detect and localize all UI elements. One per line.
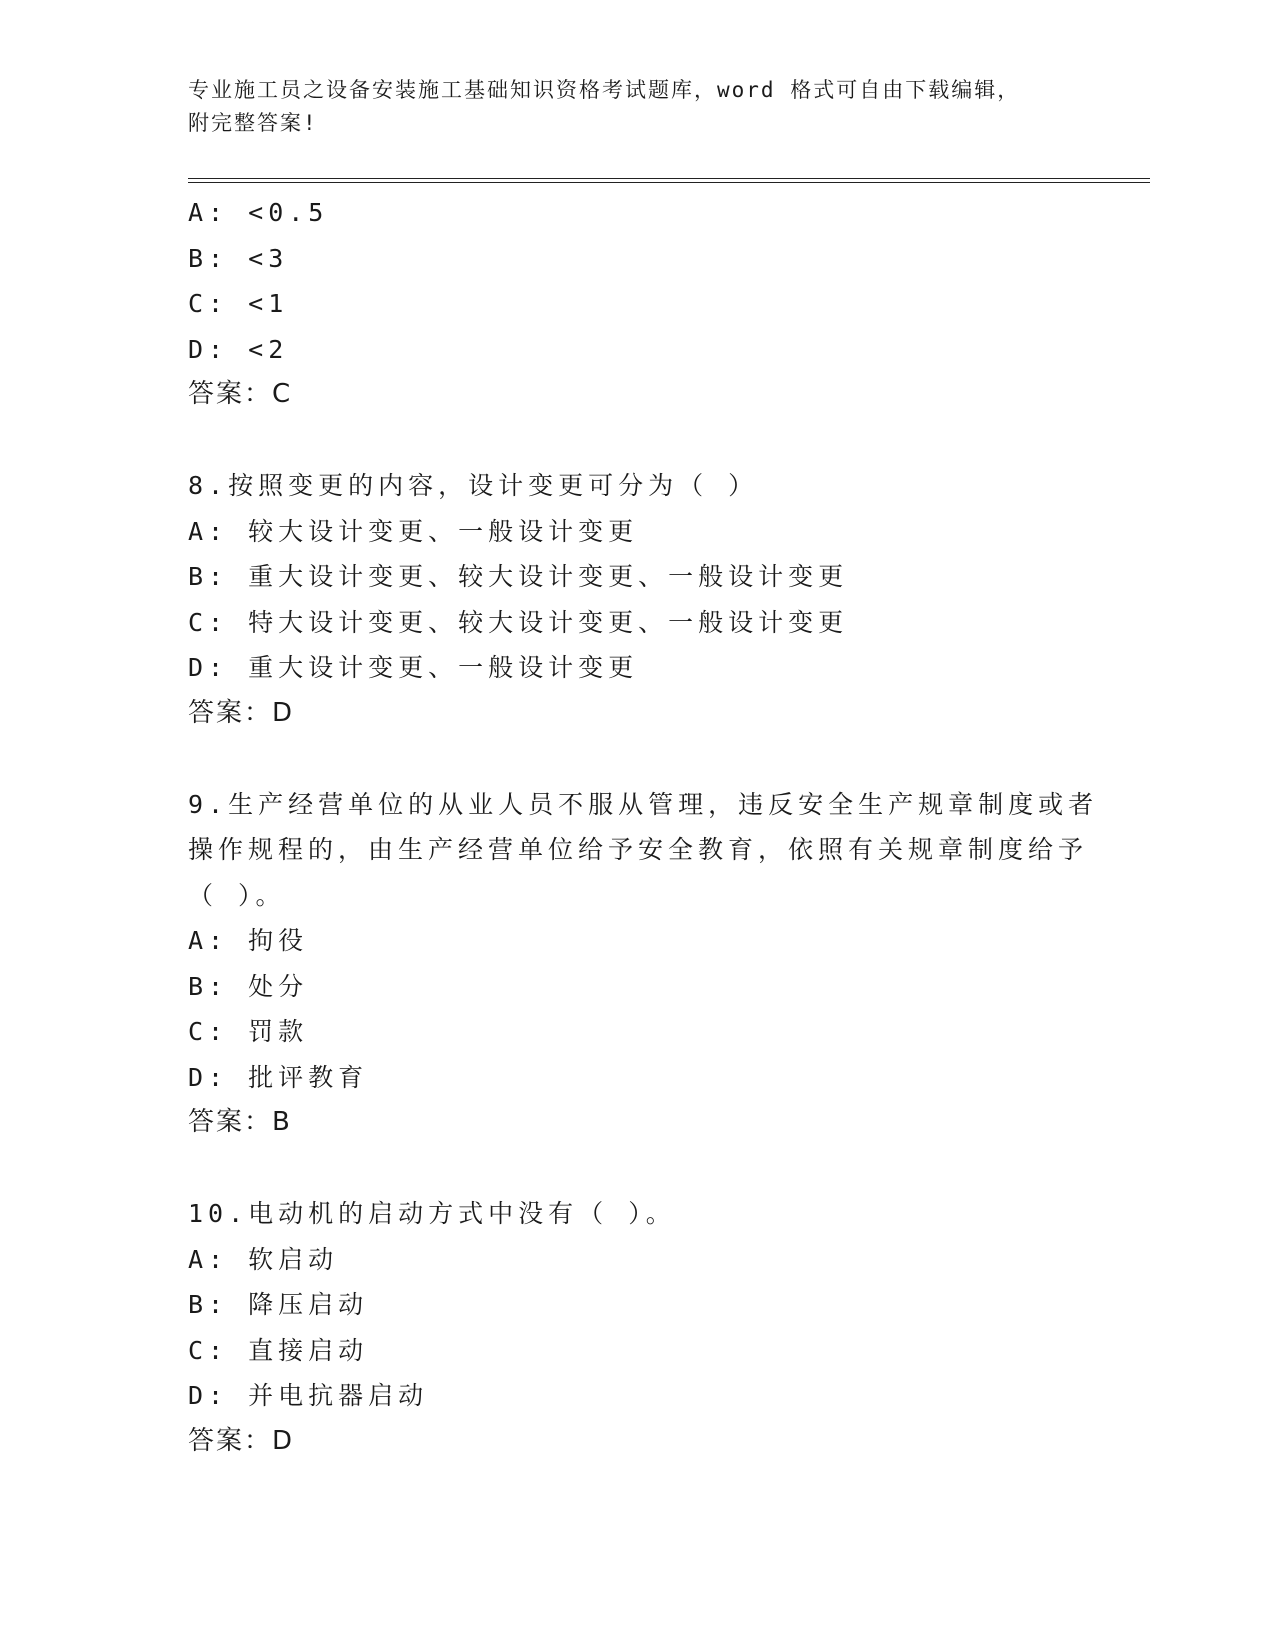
header-line-2: 附完整答案! [188, 111, 318, 135]
spacer [188, 736, 1088, 782]
option-b: B: <3 [188, 243, 289, 273]
option-a: A: <0.5 [188, 198, 329, 227]
question-text: 8.按照变更的内容，设计变更可分为（ ） [188, 471, 759, 500]
option-a: A: 较大设计变更、一般设计变更 [188, 516, 639, 546]
question-block-9 [188, 782, 1099, 1146]
spacer [188, 1146, 1088, 1192]
question-text: 10.电动机的启动方式中没有（ ）。 [188, 1199, 676, 1228]
question-block-8 [188, 463, 1088, 736]
spacer [188, 418, 1088, 464]
question-block-10 [188, 1191, 1088, 1464]
answer-line: 答案：D [188, 697, 295, 728]
option-c: C: 特大设计变更、较大设计变更、一般设计变更 [188, 607, 849, 637]
option-b: B: 重大设计变更、较大设计变更、一般设计变更 [188, 562, 849, 591]
option-c: C: 直接启动 [188, 1335, 369, 1365]
header-divider-top [188, 178, 1150, 179]
answer-line: 答案：C [188, 379, 293, 409]
answer-line: 答案：B [188, 1107, 292, 1137]
option-c: C: <1 [188, 289, 289, 318]
document-header [188, 74, 1068, 140]
question-list [188, 190, 1099, 1464]
option-d: D: 重大设计变更、一般设计变更 [188, 653, 639, 682]
option-c: C: 罚款 [188, 1017, 309, 1046]
option-a: A: 软启动 [188, 1244, 339, 1274]
header-line-1: 专业施工员之设备安装施工基础知识资格考试题库，word 格式可自由下载编辑， [188, 78, 1021, 102]
question-text-line-2: 操作规程的，由生产经营单位给予安全教育，依照有关规章制度给予 [188, 835, 1089, 864]
question-text-line-1: 9.生产经营单位的从业人员不服从管理，违反安全生产规章制度或者 [188, 789, 1099, 819]
answer-line: 答案：D [188, 1425, 295, 1456]
option-b: B: 处分 [188, 971, 309, 1001]
option-a: A: 拘役 [188, 926, 309, 955]
header-divider-bottom [188, 182, 1150, 183]
question-text-line-3: （ ）。 [188, 880, 286, 910]
question-block-7 [188, 190, 1088, 418]
option-b: B: 降压启动 [188, 1290, 369, 1319]
option-d: D: 批评教育 [188, 1062, 369, 1092]
option-d: D: 并电抗器启动 [188, 1381, 429, 1410]
option-d: D: <2 [188, 334, 289, 364]
